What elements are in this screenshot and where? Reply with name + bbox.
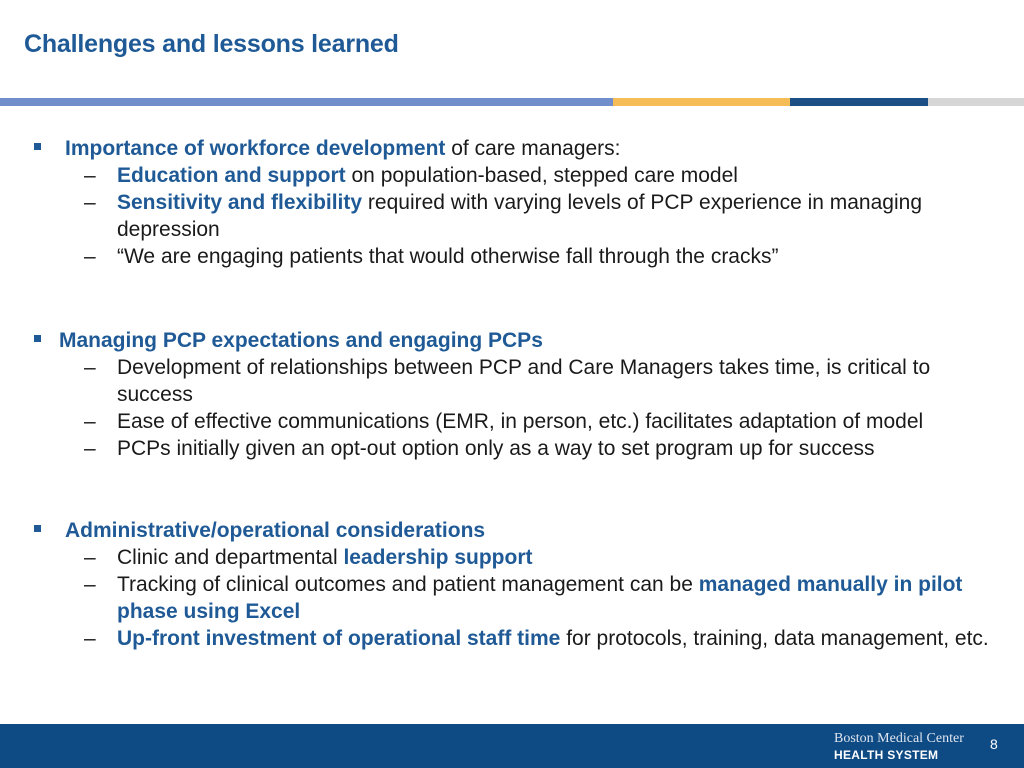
brand-logo-name: Boston Medical Center <box>834 731 964 746</box>
list-item: – Up-front investment of operational staff time for protocols, training, data management, etc. <box>84 627 989 650</box>
dash-bullet-icon: – <box>84 410 96 433</box>
slide-title: Challenges and lessons learned <box>24 30 399 58</box>
dash-bullet-icon: – <box>84 164 96 187</box>
dash-bullet-icon: – <box>84 245 96 268</box>
dash-bullet-icon: – <box>84 191 96 214</box>
list-item: – Ease of effective communications (EMR, in person, etc.) facilitates adaptation of model <box>84 410 924 433</box>
header-stripe-blue <box>0 98 613 106</box>
header-stripe-navy <box>790 98 928 106</box>
list-item: – Education and support on population-based, stepped care model <box>84 164 738 187</box>
square-bullet-icon <box>34 143 41 150</box>
section-heading: Administrative/operational considerations <box>65 519 486 542</box>
dash-bullet-icon: – <box>84 546 96 569</box>
square-bullet-icon <box>34 525 41 532</box>
page-number: 8 <box>990 736 998 752</box>
section-managing-pcp <box>0 327 1024 462</box>
list-item: – PCPs initially given an opt-out option only as a way to set program up for success <box>84 437 875 460</box>
section-workforce-development <box>0 135 1024 270</box>
list-item: – Sensitivity and flexibility required with varying levels of PCP experience in managing depression <box>84 191 922 241</box>
brand-logo-subtitle: HEALTH SYSTEM <box>834 748 939 762</box>
list-item: – Development of relationships between PCP and Care Managers takes time, is critical to success <box>84 356 931 406</box>
dash-bullet-icon: – <box>84 573 96 596</box>
section-heading: Managing PCP expectations and engaging PCPs <box>59 329 543 352</box>
list-item: – Tracking of clinical outcomes and patient management can be managed manually in pilot phase using Excel <box>84 573 963 623</box>
list-item: – “We are engaging patients that would otherwise fall through the cracks” <box>84 245 779 268</box>
header-stripe-gray <box>928 98 1024 106</box>
list-item: – Clinic and departmental leadership support <box>84 546 533 569</box>
dash-bullet-icon: – <box>84 356 96 379</box>
dash-bullet-icon: – <box>84 627 96 650</box>
section-heading: Importance of workforce development of care managers: <box>65 137 621 160</box>
header-stripe-gold <box>613 98 790 106</box>
section-administrative <box>0 517 1024 652</box>
dash-bullet-icon: – <box>84 437 96 460</box>
square-bullet-icon <box>34 335 41 342</box>
